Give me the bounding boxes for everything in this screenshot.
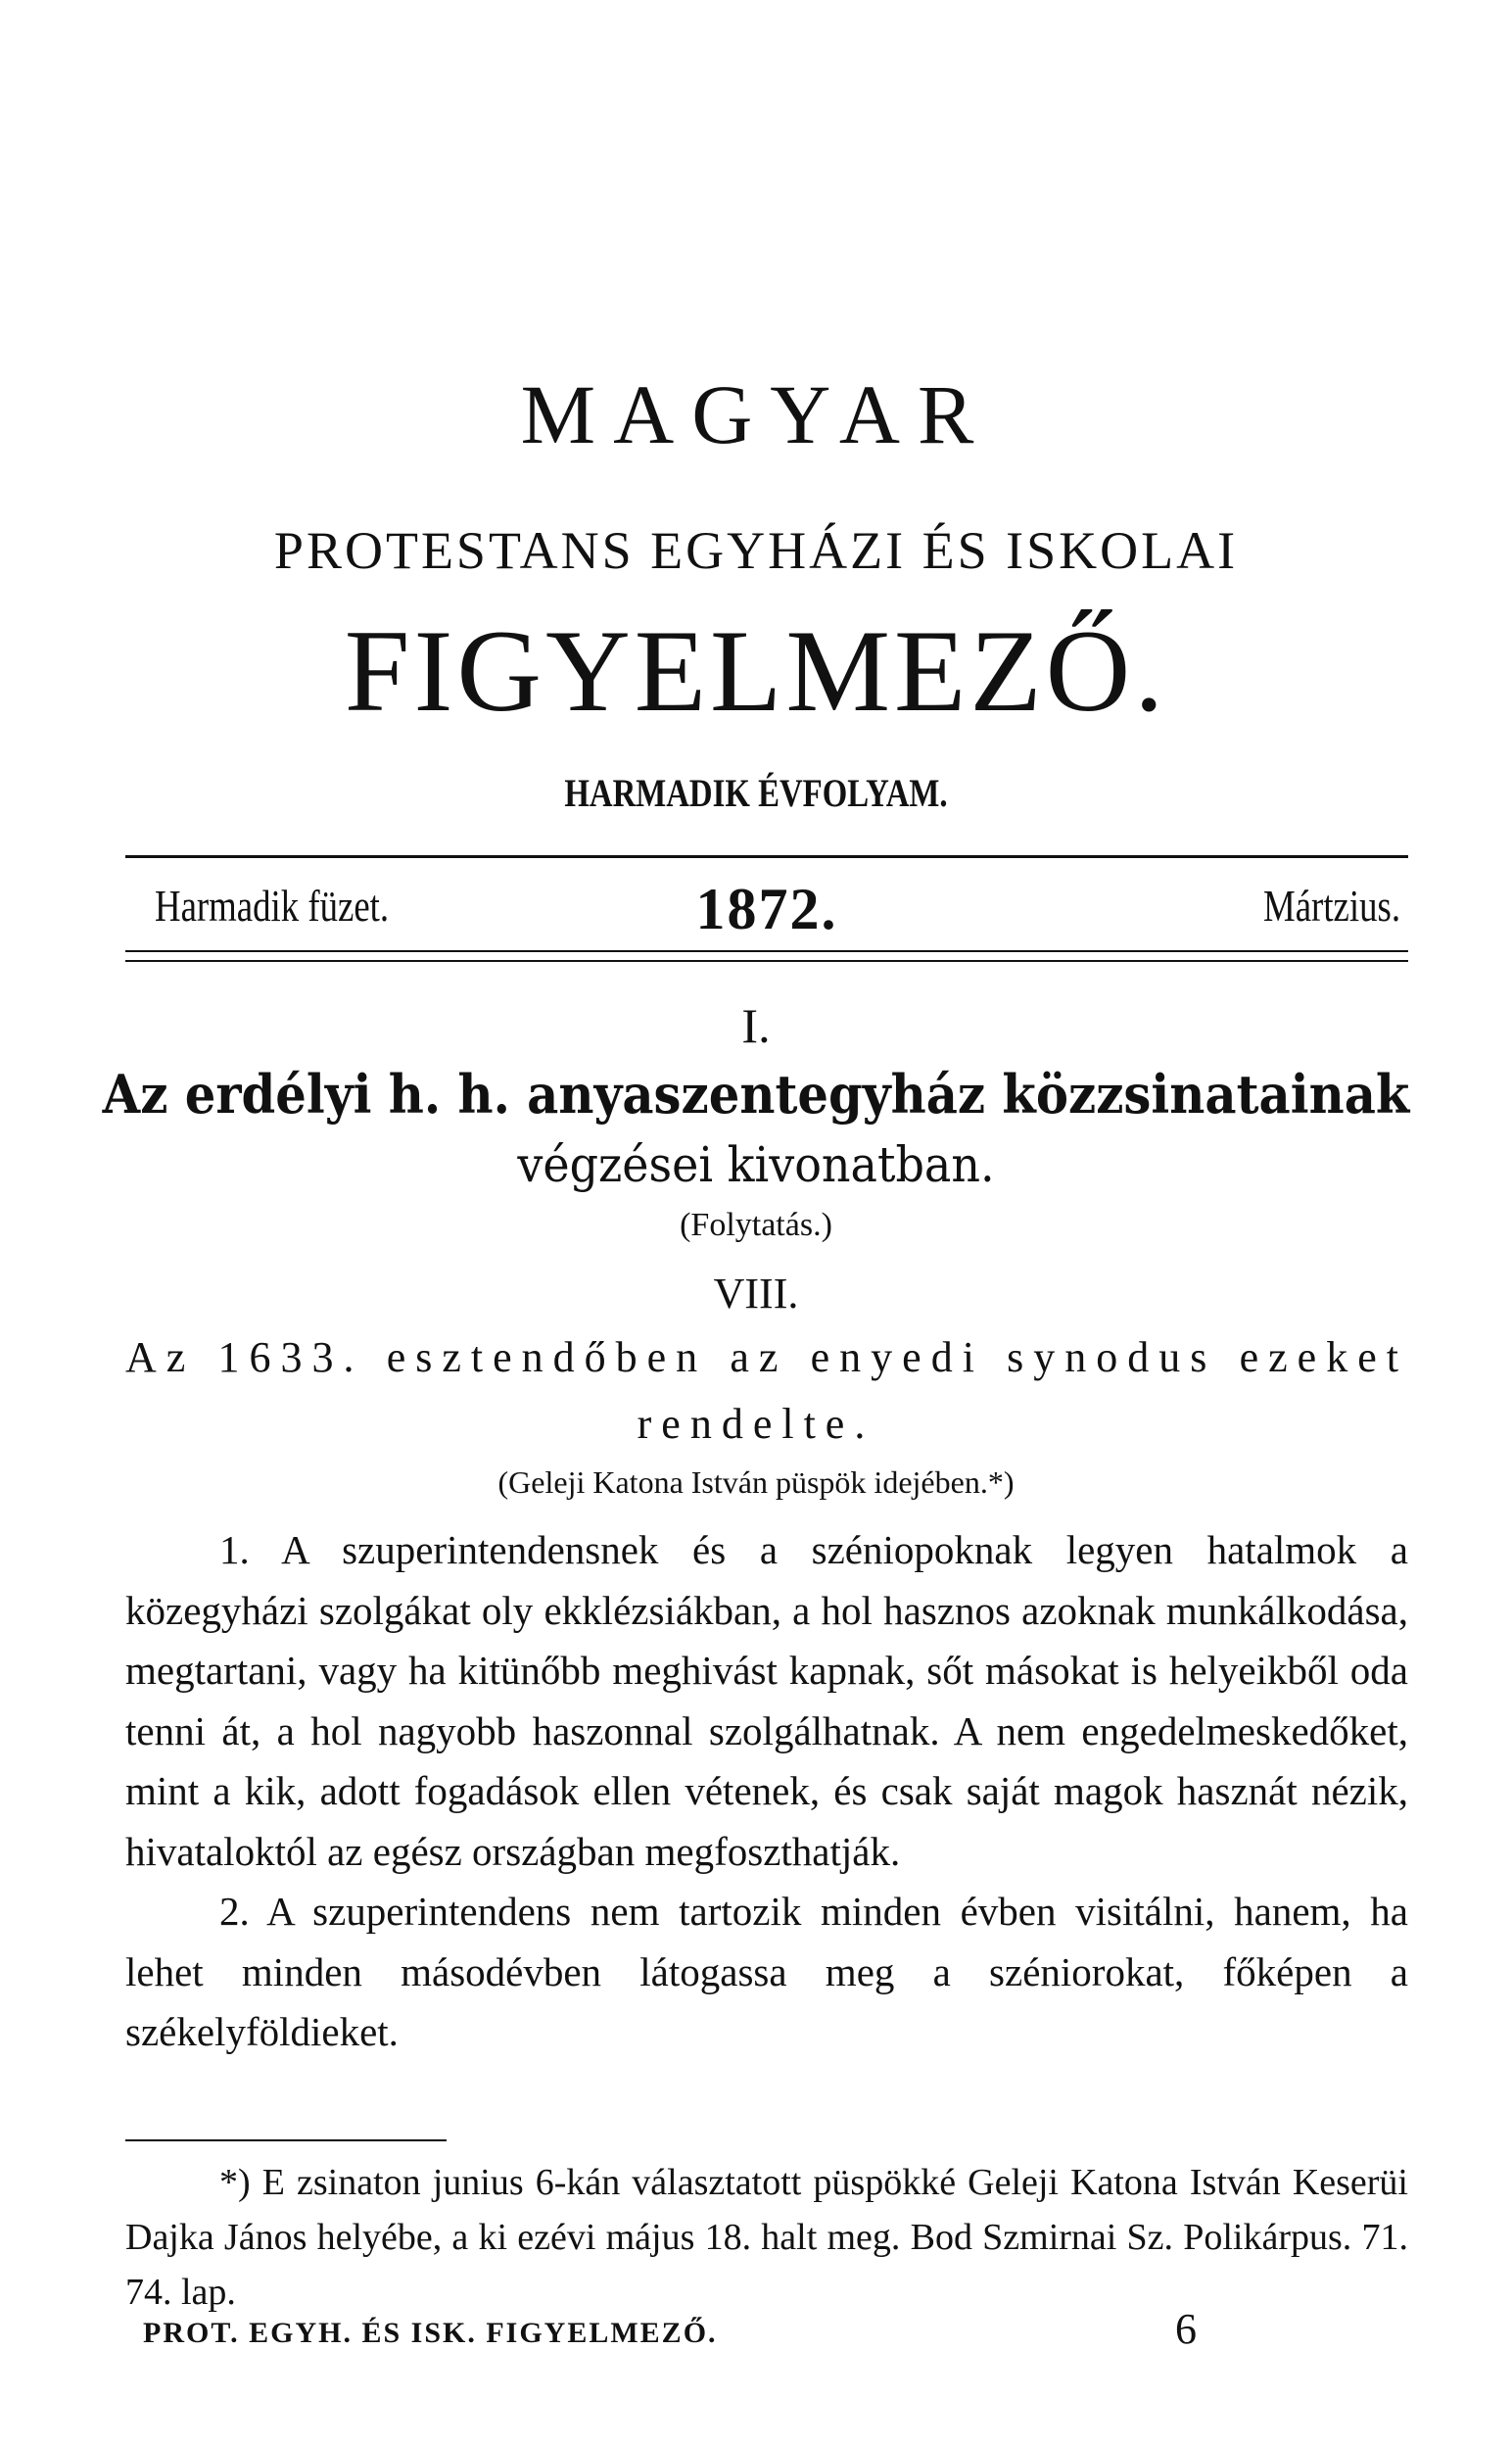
- section-subtitle-line1: [125, 1332, 1408, 1382]
- continued-note: (Folytatás.): [680, 1207, 832, 1243]
- subtitle-word: synodus: [1007, 1333, 1217, 1381]
- header-rule-bottom-double: [125, 960, 1408, 962]
- section-number: VIII.: [713, 1270, 799, 1318]
- article-title-line2: végzései kivonatban.: [517, 1136, 995, 1193]
- paragraph: 2. A szuperintendens nem tartozik minden évben visitálni, hanem, ha lehet minden másodévben látogassa meg a széniorokat, főképen a székelyföldieket.: [125, 1889, 1408, 2054]
- section-subtitle-line2: rendelte.: [637, 1400, 875, 1448]
- section-subtitle-note: (Geleji Katona István püspök idejében.*): [497, 1464, 1015, 1500]
- footnote: [125, 2155, 1408, 2320]
- subtitle-word: esztendőben: [386, 1333, 708, 1381]
- page-number: 6: [1175, 2305, 1197, 2353]
- subtitle-word: enyedi: [810, 1333, 984, 1381]
- masthead-title-magyar: MAGYAR: [520, 367, 992, 461]
- header-rule-top: [125, 855, 1408, 858]
- footnote-rule: [125, 2139, 447, 2141]
- issue-number: Harmadik füzet.: [155, 881, 390, 931]
- paragraph: 1. A szuperintendensnek és a széniороknak legyen hatalmok a közegyházi szolgákat oly ekklézsiákban, a hol hasznos azoknak munkálkodása, megtartani, vagy ha kitünőbb meghivást kapnak, sőt másokat is helyeikből oda tenni át, a hol nagyobb haszonnal szolgálhatnak. A nem engedelmeskedőket, mint a kik, adott fogadások ellen vétenek, és csak saját magok hasznát nézik, hivataloktól az egész országban megfoszthatják.: [125, 1527, 1408, 1874]
- header-rule-bottom: [125, 950, 1408, 952]
- subtitle-word: az: [730, 1333, 788, 1381]
- article-body: [125, 1520, 1408, 2063]
- masthead-subtitle: PROTESTANS EGYHÁZI ÉS ISKOLAI: [273, 521, 1239, 580]
- issue-month: Mártzius.: [1262, 881, 1400, 931]
- running-footer: PROT. EGYH. ÉS ISK. FIGYELMEZŐ.: [143, 2317, 718, 2349]
- masthead-title-figyelmezo: FIGYELMEZŐ.: [344, 605, 1168, 736]
- subtitle-word: 1633.: [217, 1333, 364, 1381]
- subtitle-word: Az: [125, 1333, 196, 1381]
- masthead-volume: HARMADIK ÉVFOLYAM.: [564, 771, 948, 815]
- issue-year: 1872.: [695, 877, 838, 941]
- footnote-text: *) E zsinaton junius 6-kán választatott püspökké Geleji Katona István Keserüi Dajka János helyébe, a ki ezévi május 18. halt meg. Bod Szmirnai Sz. Polikárpus. 71. 74. lap.: [125, 2162, 1408, 2313]
- issue-info-row: [125, 877, 1408, 941]
- article-number: I.: [741, 998, 771, 1053]
- subtitle-word: ezeket: [1239, 1333, 1408, 1381]
- article-title-line1: Az erdélyi h. h. anyaszentegyház közzsinatainak: [102, 1063, 1410, 1126]
